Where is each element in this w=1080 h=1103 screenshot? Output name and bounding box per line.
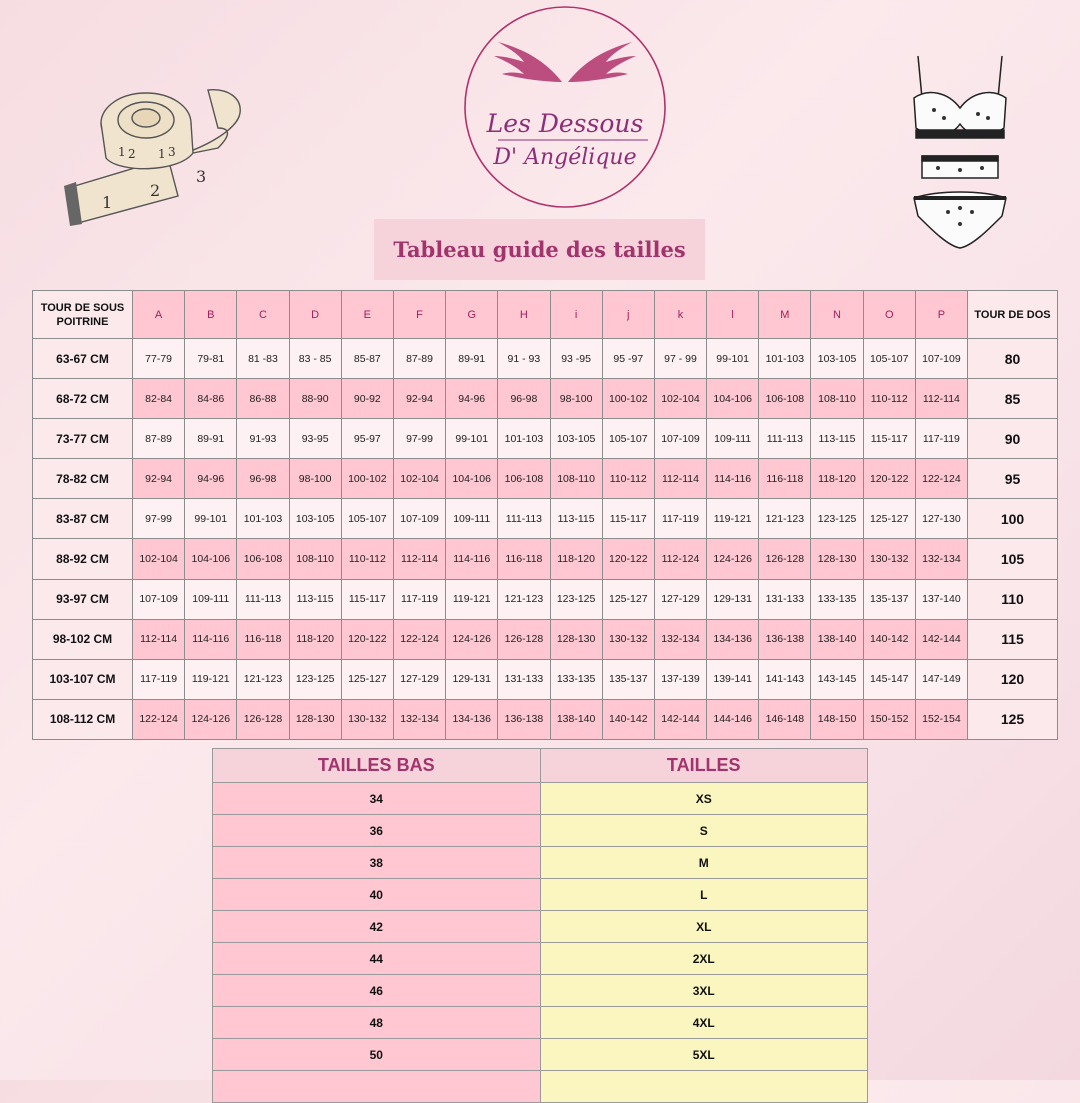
cup-header: N [811, 291, 863, 339]
bust-measure-cell: 105-107 [341, 499, 393, 539]
bust-measure-cell: 114-116 [185, 619, 237, 659]
bust-measure-cell: 114-116 [707, 459, 759, 499]
bust-measure-cell: 129-131 [707, 579, 759, 619]
tape-number: 1 [102, 193, 113, 212]
bust-measure-cell: 102-104 [393, 459, 445, 499]
bust-measure-cell: 110-112 [341, 539, 393, 579]
bust-measure-cell: 104-106 [185, 539, 237, 579]
bust-measure-cell: 122-124 [393, 619, 445, 659]
bust-measure-cell: 129-131 [446, 659, 498, 699]
bust-measure-cell: 108-110 [811, 379, 863, 419]
bust-measure-cell: 127-129 [393, 659, 445, 699]
cup-header: A [133, 291, 185, 339]
tape-number: 1 [158, 147, 166, 161]
bust-measure-cell: 140-142 [602, 699, 654, 739]
tailles-cell: L [540, 879, 868, 911]
bust-measure-cell: 112-124 [654, 539, 706, 579]
bust-measure-cell: 105-107 [602, 419, 654, 459]
bust-measure-cell: 116-118 [759, 459, 811, 499]
bust-measure-cell: 97-99 [133, 499, 185, 539]
bust-measure-cell: 128-130 [550, 619, 602, 659]
bust-measure-cell: 125-127 [341, 659, 393, 699]
underbust-header: TOUR DE SOUS POITRINE [33, 291, 133, 339]
table-row [33, 579, 1058, 619]
bust-measure-cell: 146-148 [759, 699, 811, 739]
bust-measure-cell: 91 - 93 [498, 339, 550, 379]
bust-measure-cell: 116-118 [498, 539, 550, 579]
tailles-cell: M [540, 847, 868, 879]
bust-measure-cell: 113-115 [289, 579, 341, 619]
bust-measure-cell: 106-108 [237, 539, 289, 579]
underbust-range: 88-92 CM [33, 539, 133, 579]
bust-measure-cell: 93-95 [289, 419, 341, 459]
bust-measure-cell: 133-135 [550, 659, 602, 699]
bust-measure-cell: 119-121 [707, 499, 759, 539]
bust-measure-cell: 130-132 [863, 539, 915, 579]
table-row [213, 1007, 868, 1039]
underbust-range: 103-107 CM [33, 659, 133, 699]
cup-header: F [393, 291, 445, 339]
underbust-range: 73-77 CM [33, 419, 133, 459]
bust-measure-cell: 102-104 [654, 379, 706, 419]
size-equivalence-table [212, 748, 868, 1103]
tailles-cell: 3XL [540, 975, 868, 1007]
bust-measure-cell: 95-97 [341, 419, 393, 459]
bust-measure-cell: 97-99 [393, 419, 445, 459]
cup-header: P [915, 291, 967, 339]
table-row [33, 619, 1058, 659]
tailles-bas-cell: 50 [213, 1039, 541, 1071]
table-header-row [213, 749, 868, 783]
bust-measure-cell: 101-103 [759, 339, 811, 379]
cup-header: k [654, 291, 706, 339]
bust-measure-cell: 125-127 [602, 579, 654, 619]
bust-measure-cell: 106-108 [498, 459, 550, 499]
bust-measure-cell: 99-101 [707, 339, 759, 379]
brand-logo [462, 4, 668, 210]
bust-measure-cell: 93 -95 [550, 339, 602, 379]
tailles-header: TAILLES [540, 749, 868, 783]
bust-measure-cell: 130-132 [602, 619, 654, 659]
tailles-cell: S [540, 815, 868, 847]
bust-measure-cell: 96-98 [237, 459, 289, 499]
lingerie-set-icon [908, 52, 1012, 264]
table-row [213, 815, 868, 847]
bust-measure-cell: 113-115 [811, 419, 863, 459]
bust-measure-cell: 112-114 [393, 539, 445, 579]
bust-measure-cell: 112-114 [915, 379, 967, 419]
bust-measure-cell: 143-145 [811, 659, 863, 699]
bust-measure-cell: 138-140 [811, 619, 863, 659]
bust-measure-cell: 142-144 [915, 619, 967, 659]
tailles-bas-header: TAILLES BAS [213, 749, 541, 783]
tailles-bas-cell: 40 [213, 879, 541, 911]
bust-measure-cell: 136-138 [759, 619, 811, 659]
bust-measure-cell: 118-120 [811, 459, 863, 499]
table-header-row [33, 291, 1058, 339]
bust-measure-cell: 102-104 [133, 539, 185, 579]
underbust-range: 63-67 CM [33, 339, 133, 379]
tailles-bas-cell: 36 [213, 815, 541, 847]
bust-measure-cell: 138-140 [550, 699, 602, 739]
underbust-range: 98-102 CM [33, 619, 133, 659]
bust-measure-cell: 111-113 [237, 579, 289, 619]
bust-measure-cell: 107-109 [133, 579, 185, 619]
back-size-cell: 95 [968, 459, 1058, 499]
bust-measure-cell: 94-96 [185, 459, 237, 499]
bust-measure-cell: 152-154 [915, 699, 967, 739]
table-row [33, 699, 1058, 739]
bust-measure-cell: 98-100 [550, 379, 602, 419]
bust-measure-cell: 133-135 [811, 579, 863, 619]
bust-measure-cell: 92-94 [393, 379, 445, 419]
back-size-cell: 110 [968, 579, 1058, 619]
bust-measure-cell: 91-93 [237, 419, 289, 459]
tailles-bas-cell: 38 [213, 847, 541, 879]
back-size-header: TOUR DE DOS [968, 291, 1058, 339]
bust-measure-cell: 120-122 [602, 539, 654, 579]
tape-number: 3 [168, 145, 176, 159]
bust-measure-cell: 87-89 [393, 339, 445, 379]
bust-measure-cell: 122-124 [915, 459, 967, 499]
cup-header: E [341, 291, 393, 339]
bust-measure-cell: 125-127 [863, 499, 915, 539]
table-row [33, 499, 1058, 539]
underbust-range: 108-112 CM [33, 699, 133, 739]
table-row [213, 943, 868, 975]
tailles-bas-cell: 42 [213, 911, 541, 943]
bust-measure-cell: 150-152 [863, 699, 915, 739]
bust-measure-cell: 120-122 [341, 619, 393, 659]
back-size-cell: 120 [968, 659, 1058, 699]
back-size-cell: 90 [968, 419, 1058, 459]
tape-number: 1 [118, 145, 126, 159]
bust-measure-cell: 107-109 [654, 419, 706, 459]
bust-measure-cell: 89-91 [185, 419, 237, 459]
bust-measure-cell: 131-133 [759, 579, 811, 619]
table-row [33, 339, 1058, 379]
tailles-cell: 5XL [540, 1039, 868, 1071]
bust-measure-cell: 111-113 [759, 419, 811, 459]
back-size-cell: 125 [968, 699, 1058, 739]
bust-measure-cell: 132-134 [915, 539, 967, 579]
bust-measure-cell: 114-116 [446, 539, 498, 579]
table-row [213, 783, 868, 815]
bust-measure-cell: 94-96 [446, 379, 498, 419]
bust-measure-cell: 83 - 85 [289, 339, 341, 379]
tailles-bas-cell [213, 1071, 541, 1103]
bust-measure-cell: 135-137 [863, 579, 915, 619]
tailles-cell [540, 1071, 868, 1103]
bust-measure-cell: 141-143 [759, 659, 811, 699]
bust-measure-cell: 135-137 [602, 659, 654, 699]
bust-measure-cell: 109-111 [446, 499, 498, 539]
bust-measure-cell: 88-90 [289, 379, 341, 419]
bust-measure-cell: 108-110 [289, 539, 341, 579]
underbust-range: 93-97 CM [33, 579, 133, 619]
bust-measure-cell: 118-120 [550, 539, 602, 579]
bust-measure-cell: 86-88 [237, 379, 289, 419]
bust-measure-cell: 115-117 [863, 419, 915, 459]
bust-measure-cell: 96-98 [498, 379, 550, 419]
bust-measure-cell: 131-133 [498, 659, 550, 699]
bust-measure-cell: 134-136 [446, 699, 498, 739]
bust-measure-cell: 95 -97 [602, 339, 654, 379]
underbust-range: 68-72 CM [33, 379, 133, 419]
tailles-cell: 2XL [540, 943, 868, 975]
bust-measure-cell: 147-149 [915, 659, 967, 699]
bust-measure-cell: 99-101 [446, 419, 498, 459]
tailles-cell: 4XL [540, 1007, 868, 1039]
tailles-bas-cell: 46 [213, 975, 541, 1007]
table-row [33, 659, 1058, 699]
back-size-cell: 105 [968, 539, 1058, 579]
bust-measure-cell: 121-123 [237, 659, 289, 699]
bust-measure-cell: 103-105 [811, 339, 863, 379]
bust-measure-cell: 79-81 [185, 339, 237, 379]
bust-measure-cell: 136-138 [498, 699, 550, 739]
table-row [213, 879, 868, 911]
brand-line-1: Les Dessous [486, 109, 644, 138]
table-row [213, 1039, 868, 1071]
bust-measure-cell: 137-139 [654, 659, 706, 699]
bust-measure-cell: 90-92 [341, 379, 393, 419]
cup-header: j [602, 291, 654, 339]
bra-size-table [32, 290, 1058, 740]
bust-measure-cell: 100-102 [602, 379, 654, 419]
bust-measure-cell: 124-126 [446, 619, 498, 659]
bust-measure-cell: 126-128 [498, 619, 550, 659]
bust-measure-cell: 81 -83 [237, 339, 289, 379]
bust-measure-cell: 107-109 [915, 339, 967, 379]
bust-measure-cell: 115-117 [341, 579, 393, 619]
bust-measure-cell: 142-144 [654, 699, 706, 739]
cup-header: D [289, 291, 341, 339]
bust-measure-cell: 89-91 [446, 339, 498, 379]
bust-measure-cell: 144-146 [707, 699, 759, 739]
bust-measure-cell: 128-130 [811, 539, 863, 579]
cup-header: l [707, 291, 759, 339]
tailles-bas-cell: 48 [213, 1007, 541, 1039]
bust-measure-cell: 134-136 [707, 619, 759, 659]
bust-measure-cell: 99-101 [185, 499, 237, 539]
bust-measure-cell: 119-121 [185, 659, 237, 699]
back-size-cell: 100 [968, 499, 1058, 539]
bust-measure-cell: 100-102 [341, 459, 393, 499]
bust-measure-cell: 117-119 [133, 659, 185, 699]
table-row [33, 379, 1058, 419]
underbust-range: 78-82 CM [33, 459, 133, 499]
tailles-cell: XL [540, 911, 868, 943]
bust-measure-cell: 137-140 [915, 579, 967, 619]
bust-measure-cell: 116-118 [237, 619, 289, 659]
cup-header: C [237, 291, 289, 339]
bust-measure-cell: 103-105 [289, 499, 341, 539]
bust-measure-cell: 123-125 [550, 579, 602, 619]
cup-header: M [759, 291, 811, 339]
tape-number: 2 [128, 147, 136, 161]
table-row [213, 1071, 868, 1103]
bust-measure-cell: 127-129 [654, 579, 706, 619]
bust-measure-cell: 124-126 [707, 539, 759, 579]
brand-line-2: D' Angélique [493, 145, 637, 170]
page-title: Tableau guide des tailles [393, 237, 686, 262]
bust-measure-cell: 111-113 [498, 499, 550, 539]
table-row [213, 847, 868, 879]
bust-measure-cell: 132-134 [654, 619, 706, 659]
bust-measure-cell: 107-109 [393, 499, 445, 539]
page-title-box [374, 219, 705, 280]
bust-measure-cell: 108-110 [550, 459, 602, 499]
wings-logo-icon [494, 42, 636, 82]
bust-measure-cell: 132-134 [393, 699, 445, 739]
bust-measure-cell: 112-114 [654, 459, 706, 499]
bust-measure-cell: 127-130 [915, 499, 967, 539]
table-row [33, 539, 1058, 579]
bust-measure-cell: 123-125 [289, 659, 341, 699]
bust-measure-cell: 140-142 [863, 619, 915, 659]
bust-measure-cell: 109-111 [185, 579, 237, 619]
bust-measure-cell: 126-128 [237, 699, 289, 739]
tape-number: 2 [150, 181, 161, 200]
bust-measure-cell: 105-107 [863, 339, 915, 379]
table-row [213, 975, 868, 1007]
table-row [33, 419, 1058, 459]
back-size-cell: 85 [968, 379, 1058, 419]
tailles-bas-cell: 34 [213, 783, 541, 815]
back-size-cell: 80 [968, 339, 1058, 379]
bust-measure-cell: 77-79 [133, 339, 185, 379]
bust-measure-cell: 110-112 [602, 459, 654, 499]
bust-measure-cell: 119-121 [446, 579, 498, 619]
bust-measure-cell: 112-114 [133, 619, 185, 659]
bust-measure-cell: 109-111 [707, 419, 759, 459]
underbust-range: 83-87 CM [33, 499, 133, 539]
tape-number: 3 [196, 167, 207, 186]
bust-measure-cell: 123-125 [811, 499, 863, 539]
bust-measure-cell: 85-87 [341, 339, 393, 379]
bust-measure-cell: 117-119 [915, 419, 967, 459]
bust-measure-cell: 104-106 [446, 459, 498, 499]
bust-measure-cell: 120-122 [863, 459, 915, 499]
bust-measure-cell: 84-86 [185, 379, 237, 419]
table-row [213, 911, 868, 943]
bust-measure-cell: 117-119 [654, 499, 706, 539]
cup-header: G [446, 291, 498, 339]
cup-header: O [863, 291, 915, 339]
bust-measure-cell: 121-123 [498, 579, 550, 619]
bust-measure-cell: 145-147 [863, 659, 915, 699]
bust-measure-cell: 117-119 [393, 579, 445, 619]
bust-measure-cell: 106-108 [759, 379, 811, 419]
cup-header: B [185, 291, 237, 339]
bust-measure-cell: 148-150 [811, 699, 863, 739]
tailles-bas-cell: 44 [213, 943, 541, 975]
bust-measure-cell: 128-130 [289, 699, 341, 739]
bust-measure-cell: 103-105 [550, 419, 602, 459]
bust-measure-cell: 126-128 [759, 539, 811, 579]
bust-measure-cell: 97 - 99 [654, 339, 706, 379]
table-row [33, 459, 1058, 499]
bust-measure-cell: 115-117 [602, 499, 654, 539]
bust-measure-cell: 82-84 [133, 379, 185, 419]
bust-measure-cell: 139-141 [707, 659, 759, 699]
bust-measure-cell: 124-126 [185, 699, 237, 739]
cup-header: H [498, 291, 550, 339]
measuring-tape-icon [58, 78, 250, 228]
bust-measure-cell: 104-106 [707, 379, 759, 419]
bust-measure-cell: 87-89 [133, 419, 185, 459]
bust-measure-cell: 118-120 [289, 619, 341, 659]
bust-measure-cell: 130-132 [341, 699, 393, 739]
bust-measure-cell: 110-112 [863, 379, 915, 419]
tailles-cell: XS [540, 783, 868, 815]
bust-measure-cell: 92-94 [133, 459, 185, 499]
bust-measure-cell: 101-103 [237, 499, 289, 539]
cup-header: i [550, 291, 602, 339]
bust-measure-cell: 101-103 [498, 419, 550, 459]
bust-measure-cell: 98-100 [289, 459, 341, 499]
bust-measure-cell: 113-115 [550, 499, 602, 539]
bust-measure-cell: 121-123 [759, 499, 811, 539]
back-size-cell: 115 [968, 619, 1058, 659]
bust-measure-cell: 122-124 [133, 699, 185, 739]
